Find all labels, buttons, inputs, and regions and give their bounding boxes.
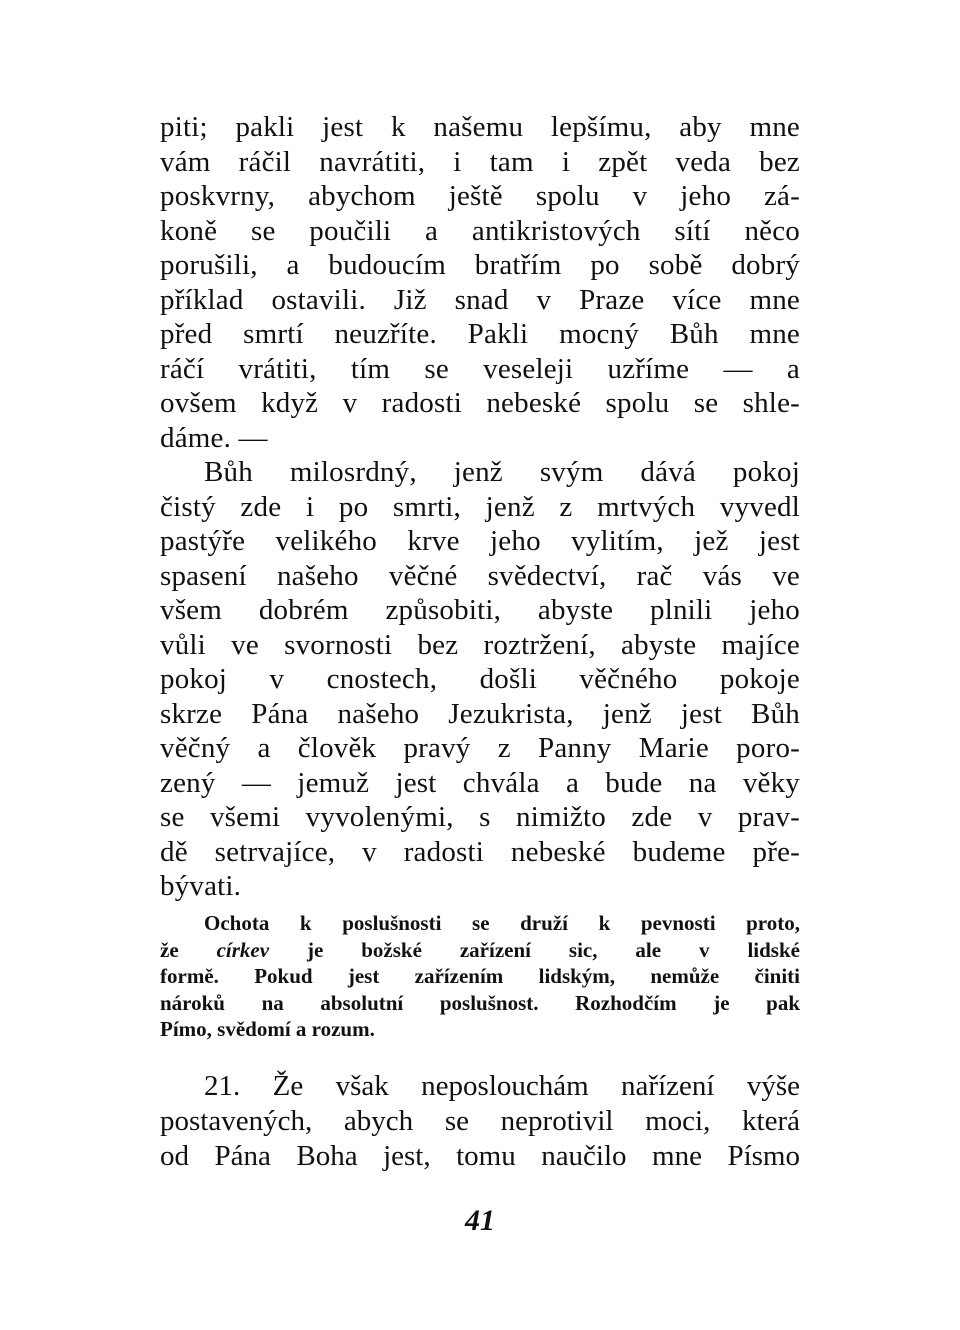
note-line: nároků na absolutní poslušnost. Rozhodčím je pak bbox=[160, 990, 800, 1015]
text-line: příklad ostavili. Již snad v Praze více mne bbox=[160, 283, 800, 316]
text-line: ráčí vrátiti, tím se veseleji uzříme — a bbox=[160, 352, 800, 385]
text-line: ovšem když v radosti nebeské spolu se shle- bbox=[160, 387, 800, 419]
note-text: je božské zařízení sic, ale v lidské bbox=[269, 937, 800, 962]
text-line: všem dobrém způsobiti, abyste plnili jeho bbox=[160, 594, 800, 626]
commentary-note bbox=[160, 910, 800, 1043]
note-emphasis: církev bbox=[216, 937, 270, 962]
section-21 bbox=[160, 1069, 800, 1174]
note-line: formě. Pokud jest zařízením lidským, nemůže činiti bbox=[160, 964, 800, 988]
section-first-line: 21. Že však neposlouchám nařízení výše bbox=[204, 1070, 800, 1102]
text-line: poskvrny, abychom ještě spolu v jeho zá- bbox=[160, 180, 800, 212]
text-line: od Pána Boha jest, tomu naučilo mne Písmo bbox=[160, 1140, 800, 1172]
text-line: piti; pakli jest k našemu lepšímu, aby mne bbox=[160, 111, 800, 143]
text-line: skrze Pána našeho Jezukrista, jenž jest Bůh bbox=[160, 697, 800, 730]
note-line bbox=[160, 937, 800, 964]
note-line: Pímo, svědomí a rozum. bbox=[160, 1017, 375, 1041]
text-line: pastýře velikého krve jeho vylitím, jež jest bbox=[160, 525, 800, 557]
text-line: vůli ve svornosti bez roztržení, abyste majíce bbox=[160, 628, 800, 661]
text-line: bývati. bbox=[160, 870, 242, 902]
main-text-block bbox=[160, 110, 800, 904]
text-line: dáme. — bbox=[160, 421, 268, 454]
text-line: koně se poučili a antikristových sítí něco bbox=[160, 214, 800, 247]
page-number: 41 bbox=[465, 1204, 495, 1237]
note-line: Ochota k poslušnosti se druží k pevnosti proto, bbox=[204, 911, 800, 935]
text-line: spasení našeho věčné svědectví, rač vás ve bbox=[160, 559, 800, 592]
text-line: věčný a člověk pravý z Panny Marie poro- bbox=[160, 732, 800, 764]
text-line: pokoj v cnostech, došli věčného pokoje bbox=[160, 663, 800, 695]
text-line: vám ráčil navrátiti, i tam i zpět veda bez bbox=[160, 145, 800, 178]
text-line: postavených, abych se neprotivil moci, která bbox=[160, 1105, 800, 1137]
paragraph-first-line: Bůh milosrdný, jenž svým dává pokoj bbox=[204, 456, 800, 488]
text-line: zený — jemuž jest chvála a bude na věky bbox=[160, 766, 800, 799]
text-line: čistý zde i po smrti, jenž z mrtvých vyvedl bbox=[160, 490, 800, 523]
text-line: dě setrvajíce, v radosti nebeské budeme pře- bbox=[160, 835, 800, 868]
text-line: před smrtí neuzříte. Pakli mocný Bůh mne bbox=[160, 318, 800, 350]
text-line: porušili, a budoucím bratřím po sobě dobrý bbox=[160, 249, 800, 281]
note-text: že bbox=[160, 937, 217, 962]
text-line: se všemi vyvolenými, s nimižto zde v prav- bbox=[160, 801, 800, 833]
